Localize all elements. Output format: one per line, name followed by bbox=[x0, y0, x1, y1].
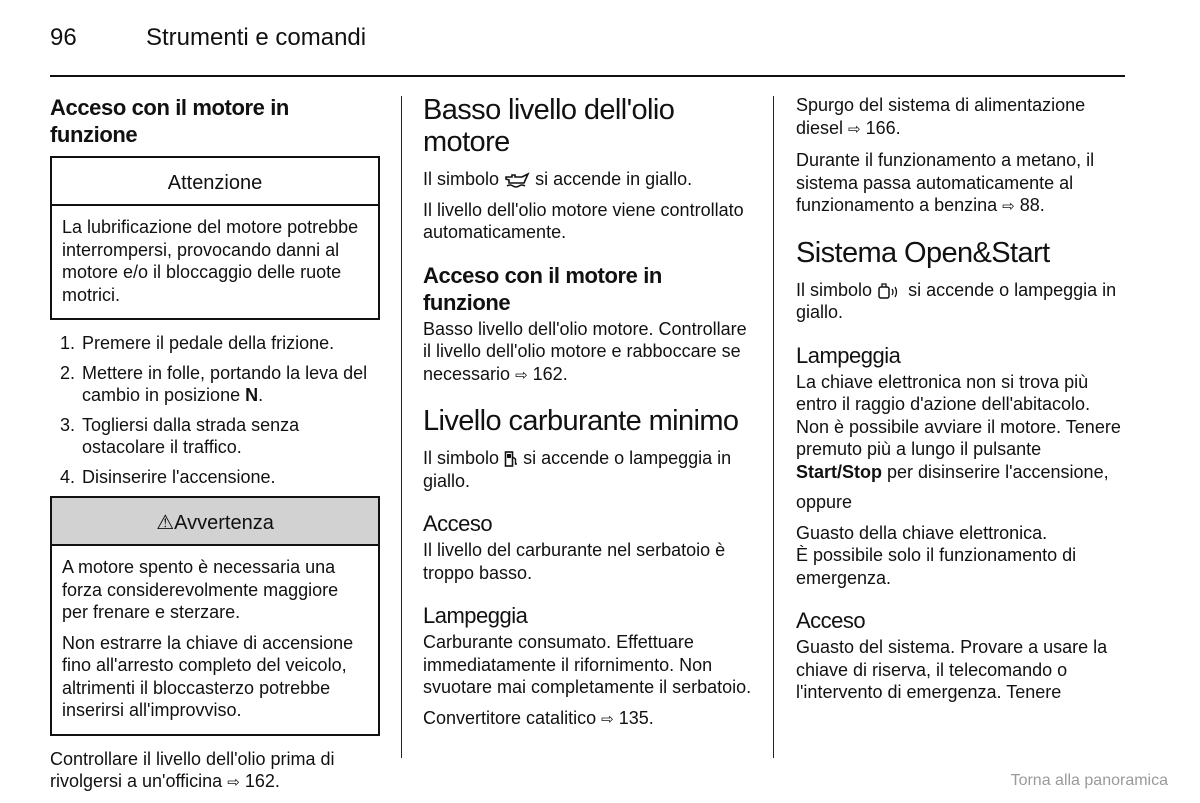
warning-paragraph: A motore spento è necessaria una forza considerevolmente maggiore per frenare e sterzare. bbox=[62, 557, 339, 622]
back-to-overview-link[interactable]: Torna alla panoramica bbox=[1010, 772, 1168, 789]
column-2: Basso livello dell'olio motore Il simbolo si accende in giallo. Il livello dell'olio motore viene controllato automaticamente. Acceso con il motore in funzione Basso livello dell'olio motore. Controllare il livello dell'olio motore e rabboccare se necessario ⇨ 162. Livello carburante minimo Il simbolo si accende o lampeggia in giallo. Acceso Il livello del carburante nel serbatoio è troppo basso. Lampeggia Carburante consumato. Effettuare immediatamente il rifornimento. Non svuotare mai completamente il serbatoio. Convertitore catalitico ⇨ 135. bbox=[423, 94, 752, 728]
section-heading: Acceso con il motore in funzione bbox=[50, 95, 289, 147]
list-item: 2. Mettere in folle, portando la leva del cambio in posizione N. bbox=[60, 362, 368, 405]
reference-arrow-icon: ⇨ bbox=[227, 774, 240, 791]
list-item: 4. Disinserire l'accensione. bbox=[60, 466, 276, 487]
reference-arrow-icon: ⇨ bbox=[1002, 198, 1015, 215]
page-number: 96 bbox=[50, 24, 77, 51]
attention-box bbox=[50, 156, 380, 320]
warning-box bbox=[50, 496, 380, 736]
subsection-heading: Acceso bbox=[423, 511, 493, 536]
reference-arrow-icon: ⇨ bbox=[601, 710, 614, 728]
key-fob-icon bbox=[877, 282, 903, 300]
page-reference[interactable]: 135. bbox=[618, 707, 654, 728]
section-title: Basso livello dell'olio motore bbox=[423, 94, 675, 158]
fuel-pump-icon bbox=[504, 450, 518, 468]
subsection-heading: Acceso con il motore in funzione bbox=[423, 262, 662, 315]
list-item: 3. Togliersi dalla strada senza ostacolare il traffico. bbox=[60, 414, 300, 457]
reference-arrow-icon: ⇨ bbox=[515, 366, 528, 384]
page-header bbox=[50, 24, 366, 52]
steps-list bbox=[50, 332, 380, 488]
warning-title: ⚠Avvertenza bbox=[52, 498, 378, 546]
subsection-heading: Lampeggia bbox=[796, 342, 901, 368]
start-stop-label: Start/Stop bbox=[796, 461, 883, 482]
attention-title: Attenzione bbox=[52, 158, 378, 206]
attention-body: La lubrificazione del motore potrebbe interrompersi, provocando danni al motore e/o il bloccaggio delle ruote motrici. bbox=[62, 217, 359, 305]
section-title: Sistema Open&Start bbox=[796, 236, 1050, 269]
column-divider bbox=[773, 96, 774, 758]
column-3: Spurgo del sistema di alimentazione diesel ⇨ 166. Durante il funzionamento a metano, il sistema passa automaticamente al funzionamento a benzina ⇨ 88. Sistema Open&Start Il simbolo si accende o lampeggia in giallo. Lampeggia La chiave elettronica non si trova più entro il raggio d'azione dell'abitacolo. Non è possibile avviare il motore. Tenere premuto più a lungo il pulsante Start/Stop per disinserire l'accensione, oppure Guasto della chiave elettronica. È possibile solo il funzionamento di emergenza. Acceso Guasto del sistema. Provare a usare la chiave di riserva, il telecomando o l'intervento di emergenza. Tenere bbox=[796, 94, 1126, 712]
page-title: Strumenti e comandi bbox=[146, 24, 367, 51]
warning-icon: ⚠ bbox=[156, 512, 175, 534]
page-reference[interactable]: 166. bbox=[865, 117, 901, 138]
section-title: Livello carburante minimo bbox=[423, 405, 739, 437]
header-rule bbox=[50, 75, 1125, 77]
bottom-paragraph: Controllare il livello dell'olio prima di rivolgersi a un'officina ⇨ 162. bbox=[50, 748, 335, 791]
page-reference[interactable]: 88. bbox=[1019, 195, 1045, 215]
oil-can-icon bbox=[504, 171, 530, 189]
list-item: 1. Premere il pedale della frizione. bbox=[60, 333, 335, 353]
subsection-heading: Lampeggia bbox=[423, 603, 528, 628]
subsection-heading: Acceso bbox=[796, 608, 866, 633]
page-reference[interactable]: 162. bbox=[244, 771, 280, 791]
warning-paragraph: Non estrarre la chiave di accensione fino all'arresto completo del veicolo, altrimenti il bloccasterzo potrebbe inserirsi all'improvviso. bbox=[62, 632, 354, 720]
column-divider bbox=[401, 96, 402, 758]
page-reference[interactable]: 162. bbox=[532, 363, 568, 384]
column-1 bbox=[50, 94, 380, 803]
reference-arrow-icon: ⇨ bbox=[848, 120, 861, 138]
